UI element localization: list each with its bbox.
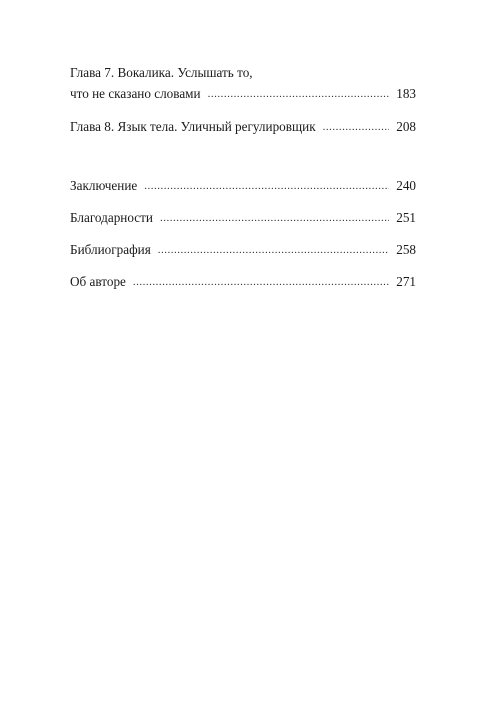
toc-entry-page-number: 271 [396, 274, 416, 289]
toc-entry-conclusion[interactable] [70, 175, 416, 198]
dot-leader [323, 117, 389, 138]
toc-entry-title-line [70, 207, 416, 230]
dot-leader [158, 240, 389, 261]
toc-entry-page-number: 183 [396, 86, 416, 101]
spacer [70, 139, 416, 175]
toc-entry-title: Благодарности [70, 210, 153, 225]
toc-entry-title: что не сказано словами [70, 86, 201, 101]
table-of-contents [70, 62, 416, 294]
toc-entry-title-line [70, 239, 416, 262]
toc-entry-chapter-7[interactable] [70, 62, 416, 106]
toc-entry-about-author[interactable] [70, 271, 416, 294]
toc-entry-chapter-8[interactable] [70, 116, 416, 139]
toc-entry-title-line [70, 83, 416, 106]
spacer [70, 230, 416, 239]
toc-entry-acknowledgements[interactable] [70, 207, 416, 230]
spacer [70, 198, 416, 207]
toc-entry-title-line [70, 62, 416, 83]
dot-leader [160, 208, 389, 229]
toc-entry-page-number: 258 [396, 242, 416, 257]
toc-entry-bibliography[interactable] [70, 239, 416, 262]
toc-entry-title-line [70, 271, 416, 294]
dot-leader [133, 272, 389, 293]
toc-entry-title-line [70, 116, 416, 139]
spacer [70, 262, 416, 271]
toc-entry-page-number: 251 [396, 210, 416, 225]
dot-leader [208, 84, 389, 105]
toc-entry-page-number: 240 [396, 178, 416, 193]
dot-leader [144, 176, 389, 197]
toc-entry-title-line [70, 175, 416, 198]
toc-entry-title: Библиография [70, 242, 151, 257]
toc-entry-title: Глава 7. Вокалика. Услышать то, [70, 65, 253, 80]
toc-entry-title: Заключение [70, 178, 138, 193]
toc-entry-title: Глава 8. Язык тела. Уличный регулировщик [70, 119, 316, 134]
spacer [70, 106, 416, 116]
toc-entry-page-number: 208 [396, 119, 416, 134]
toc-entry-title: Об авторе [70, 274, 126, 289]
